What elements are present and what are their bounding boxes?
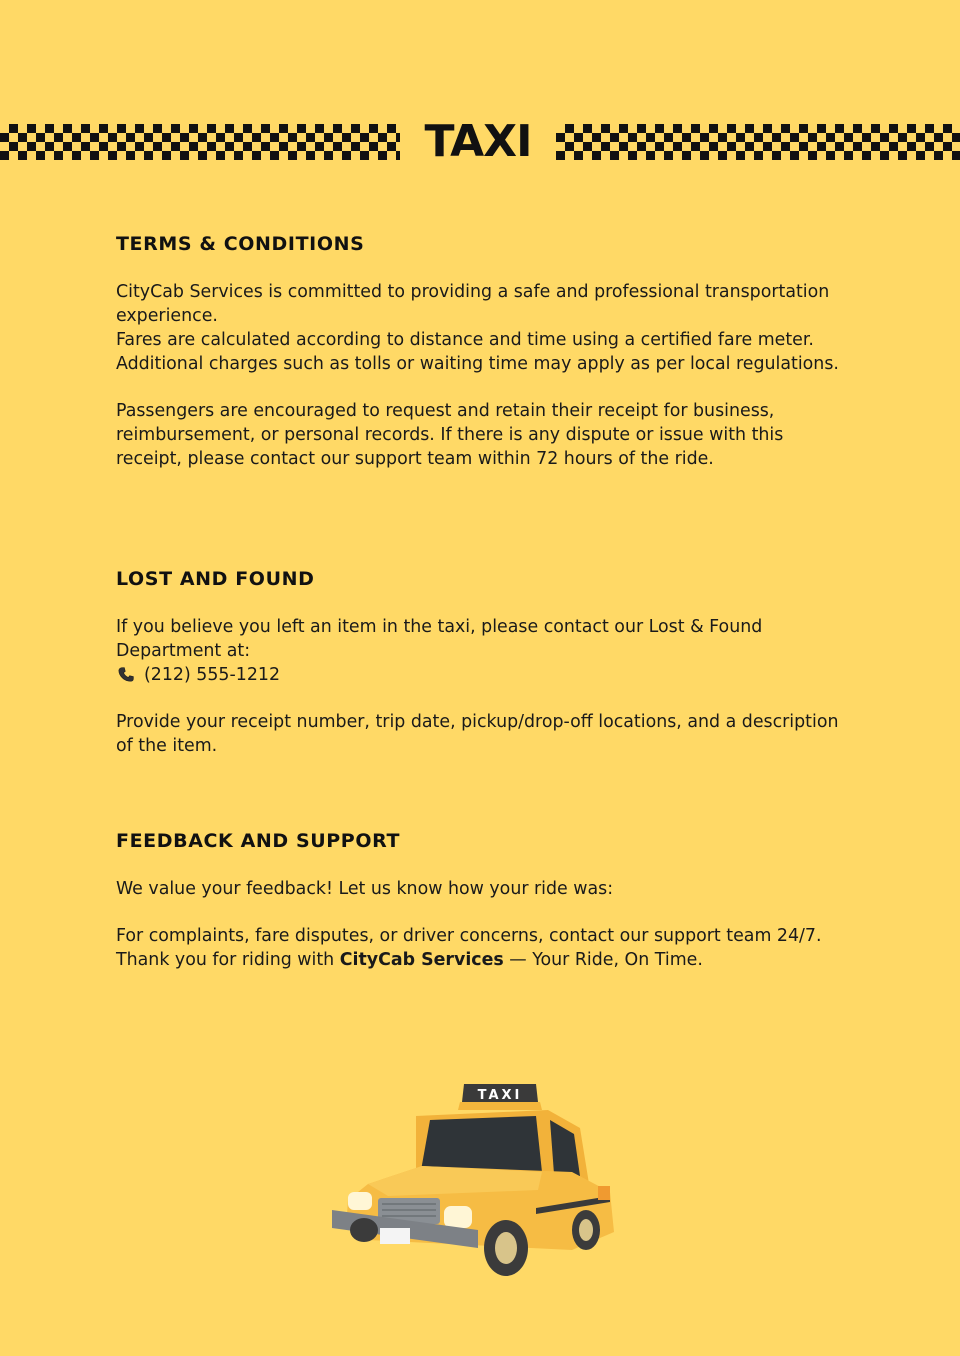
terms-heading: TERMS & CONDITIONS (116, 233, 365, 255)
header-banner (0, 118, 960, 166)
lost-found-phone-number: (212) 555-1212 (144, 665, 281, 685)
feedback-paragraph-3 (116, 948, 846, 972)
phone-icon (116, 665, 138, 683)
lost-found-phone-line (116, 663, 846, 687)
taxi-car-illustration (328, 1080, 618, 1280)
checker-pattern-left (0, 124, 400, 160)
page-title: TAXI (424, 116, 532, 167)
terms-paragraph-2: Fares are calculated according to distance and time using a certified fare meter. Additional charges such as tolls or waiting time may apply as per local regulations. (116, 330, 839, 374)
feedback-paragraph-1: We value your feedback! Let us know how your ride was: (116, 879, 614, 899)
terms-paragraph-3: Passengers are encouraged to request and retain their receipt for business, reimbursement, or personal records. If there is any dispute or issue with this receipt, please contact our support team within 72 hours of the ride. (116, 401, 784, 469)
terms-paragraph-1: CityCab Services is committed to providing a safe and professional transportation experience. (116, 282, 830, 326)
lost-found-heading: LOST AND FOUND (116, 568, 315, 590)
feedback-section (116, 829, 846, 972)
feedback-thanks-suffix: — Your Ride, On Time. (503, 950, 703, 970)
feedback-thanks-prefix: Thank you for riding with (116, 950, 340, 970)
roof-sign-label: TAXI (477, 1088, 523, 1103)
checker-pattern-right (556, 124, 960, 160)
feedback-heading: FEEDBACK AND SUPPORT (116, 830, 401, 852)
lost-found-paragraph-2: Provide your receipt number, trip date, pickup/drop-off locations, and a description of the item. (116, 712, 839, 756)
feedback-brand-name: CityCab Services (339, 950, 504, 970)
lost-found-section (116, 567, 846, 758)
terms-section (116, 232, 846, 471)
feedback-paragraph-2: For complaints, fare disputes, or driver concerns, contact our support team 24/7. (116, 926, 822, 946)
lost-found-paragraph-1: If you believe you left an item in the taxi, please contact our Lost & Found Department at: (116, 617, 763, 661)
